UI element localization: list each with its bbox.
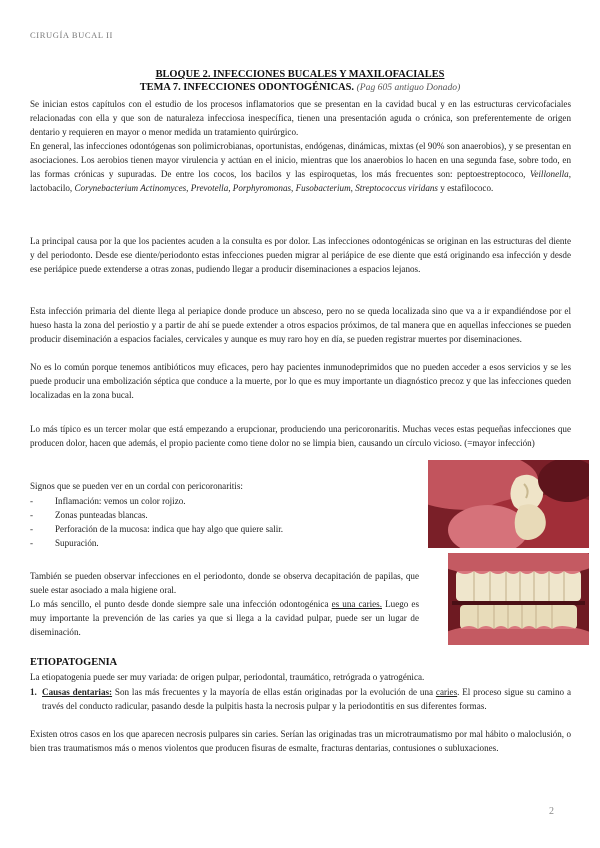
etiopathogeny-intro: La etiopatogenia puede ser muy variada: de origen pulpar, periodontal, traumático, retrógrada o yatrogénica. xyxy=(30,672,425,682)
block-title: BLOQUE 2. INFECCIONES BUCALES Y MAXILOFACIALES xyxy=(155,69,445,80)
genus-list: Corynebacterium Actinomyces, Prevotella, Porphyromonas, Fusobacterium, Streptococcus viridans xyxy=(74,182,438,193)
book-reference: (Pag 605 antiguo Donado) xyxy=(356,82,461,93)
caries-underlined: es una caries. xyxy=(331,599,382,609)
intro-paragraph-2: En general, las infecciones odontógenas son polimicrobianas, oportunistas, endógenas, dinámicas, mixtas (el 90% son anaerobios), y se presentan en asociaciones. Los aerobios tienen mayor virulencia y actúan en el inicio, mientras que los anaerobios lo hacen en una segunda fase, sobre todo, en las formas crónicas y supuradas. De entre los cocos, los bacilos y las espiroquetas, los más frecuentes son: peptoestreptococo, Veillonella, lactobacilo, Corynebacterium Actinomyces, Prevotella, Porphyromonas, Fusobacterium, Streptococcus viridans y estafilococo. xyxy=(30,141,571,193)
immunosuppressed-paragraph: No es lo común porque tenemos antibióticos muy eficaces, pero hay pacientes inmunodeprimidos que no pueden acceder a esos servicios y se les puede producir una embolización séptica que conduce a la muerte, por lo que es muy importante un diagnóstico precoz y que las infecciones queden localizadas en la zona bucal. xyxy=(30,362,571,400)
signs-intro: Signos que se pueden ver en un cordal con pericoronaritis: xyxy=(30,481,243,491)
topic-title xyxy=(0,82,600,93)
cause-paragraph: La principal causa por la que los pacientes acuden a la consulta es por dolor. Las infecciones odontogénicas se originan en las estructuras del diente y del periodonto. Desde ese diente/periodonto estas infecciones pueden migrar al periápice de ese diente que está originando esa infección y desde ese periápice puede extenderse a otras zonas, pudiendo llegar a producir diseminaciones a espacios lejanos. xyxy=(30,236,571,274)
numbered-item-dental-causes: 1. Causas dentarias: Son las más frecuentes y la mayoría de ellas están originadas por la evolución de una caries. El proceso sigue su camino a través del conducto radicular, pasando desde la pulpitis hasta la necrosis pulpar y la periodontitis en sus diferentes formas. xyxy=(30,687,571,711)
genus-veillonella: Veillonella xyxy=(529,168,569,179)
sign-item: - Supuración. xyxy=(30,538,99,548)
sign-item: - Inflamación: vemos un color rojizo. xyxy=(30,496,186,506)
sign-item: - Perforación de la mucosa: indica que hay algo que quiere salir. xyxy=(30,524,284,534)
running-header: CIRUGÍA BUCAL II xyxy=(30,30,113,40)
other-cases-paragraph: Existen otros casos en los que aparecen necrosis pulpares sin caries. Serían las originadas tras un microtraumatismo por mal hábito o maloclusión, o bien tras traumatismos más o menos violentos que producen fisuras de esmalte, fracturas dentarias, contusiones o subluxaciones. xyxy=(30,729,571,753)
primary-infection-paragraph: Esta infección primaria del diente llega al periapice donde produce un absceso, pero no se queda localizada sino que va a ir expandiéndose por el hueso hasta la zona del periostio y a partir de ahí se puede extender a otros espacios próximos, de tal manera que en aquellas infecciones se pueden producir diseminación a espacios faciales, cervicales y aunque es muy raro hoy en día, se pueden registrar muertes por diseminaciones. xyxy=(30,306,571,344)
caries-word: caries xyxy=(435,687,458,697)
dental-causes-label: Causas dentarias: xyxy=(42,687,113,697)
intro-paragraph-1: Se inician estos capítulos con el estudio de los procesos inflamatorios que se presentan en la cavidad bucal y en las estructuras cervicofaciales relacionadas con ella y que son de naturaleza infecciosa inespecífica, tienen una presentación aguda o crónica, son preferentemente de origen dentario y requieren en mayor o menor medida un tratamiento quirúrgico. xyxy=(30,99,571,137)
sign-item: - Zonas punteadas blancas. xyxy=(30,510,148,520)
periodontitis-photo xyxy=(448,553,589,645)
topic-title-text: TEMA 7. INFECCIONES ODONTOGÉNICAS. xyxy=(139,82,354,93)
periodontal-paragraph: También se pueden observar infecciones en el periodonto, donde se observa decapitación de papilas, que suele estar asociado a mala higiene oral. xyxy=(30,571,419,595)
etiopathogeny-heading: ETIOPATOGENIA xyxy=(30,657,118,668)
item-number: 1. xyxy=(30,687,37,697)
caries-paragraph: Lo más sencillo, el punto desde donde siempre sale una infección odontogénica es una caries. Luego es muy importante la prevención de las caries ya que si llega a la cavidad pulpar, puede ser un lugar de diseminación. xyxy=(30,599,420,637)
page-number: 2 xyxy=(549,806,554,817)
pericoronitis-photo xyxy=(428,460,589,548)
third-molar-paragraph: Lo más típico es un tercer molar que está empezando a erupcionar, produciendo una pericoronaritis. Muchas veces estas pequeñas infecciones que producen dolor, hacen que además, el propio paciente como tiene dolor no se limpia bien, causando un círculo vicioso. (=mayor infección) xyxy=(30,424,571,448)
